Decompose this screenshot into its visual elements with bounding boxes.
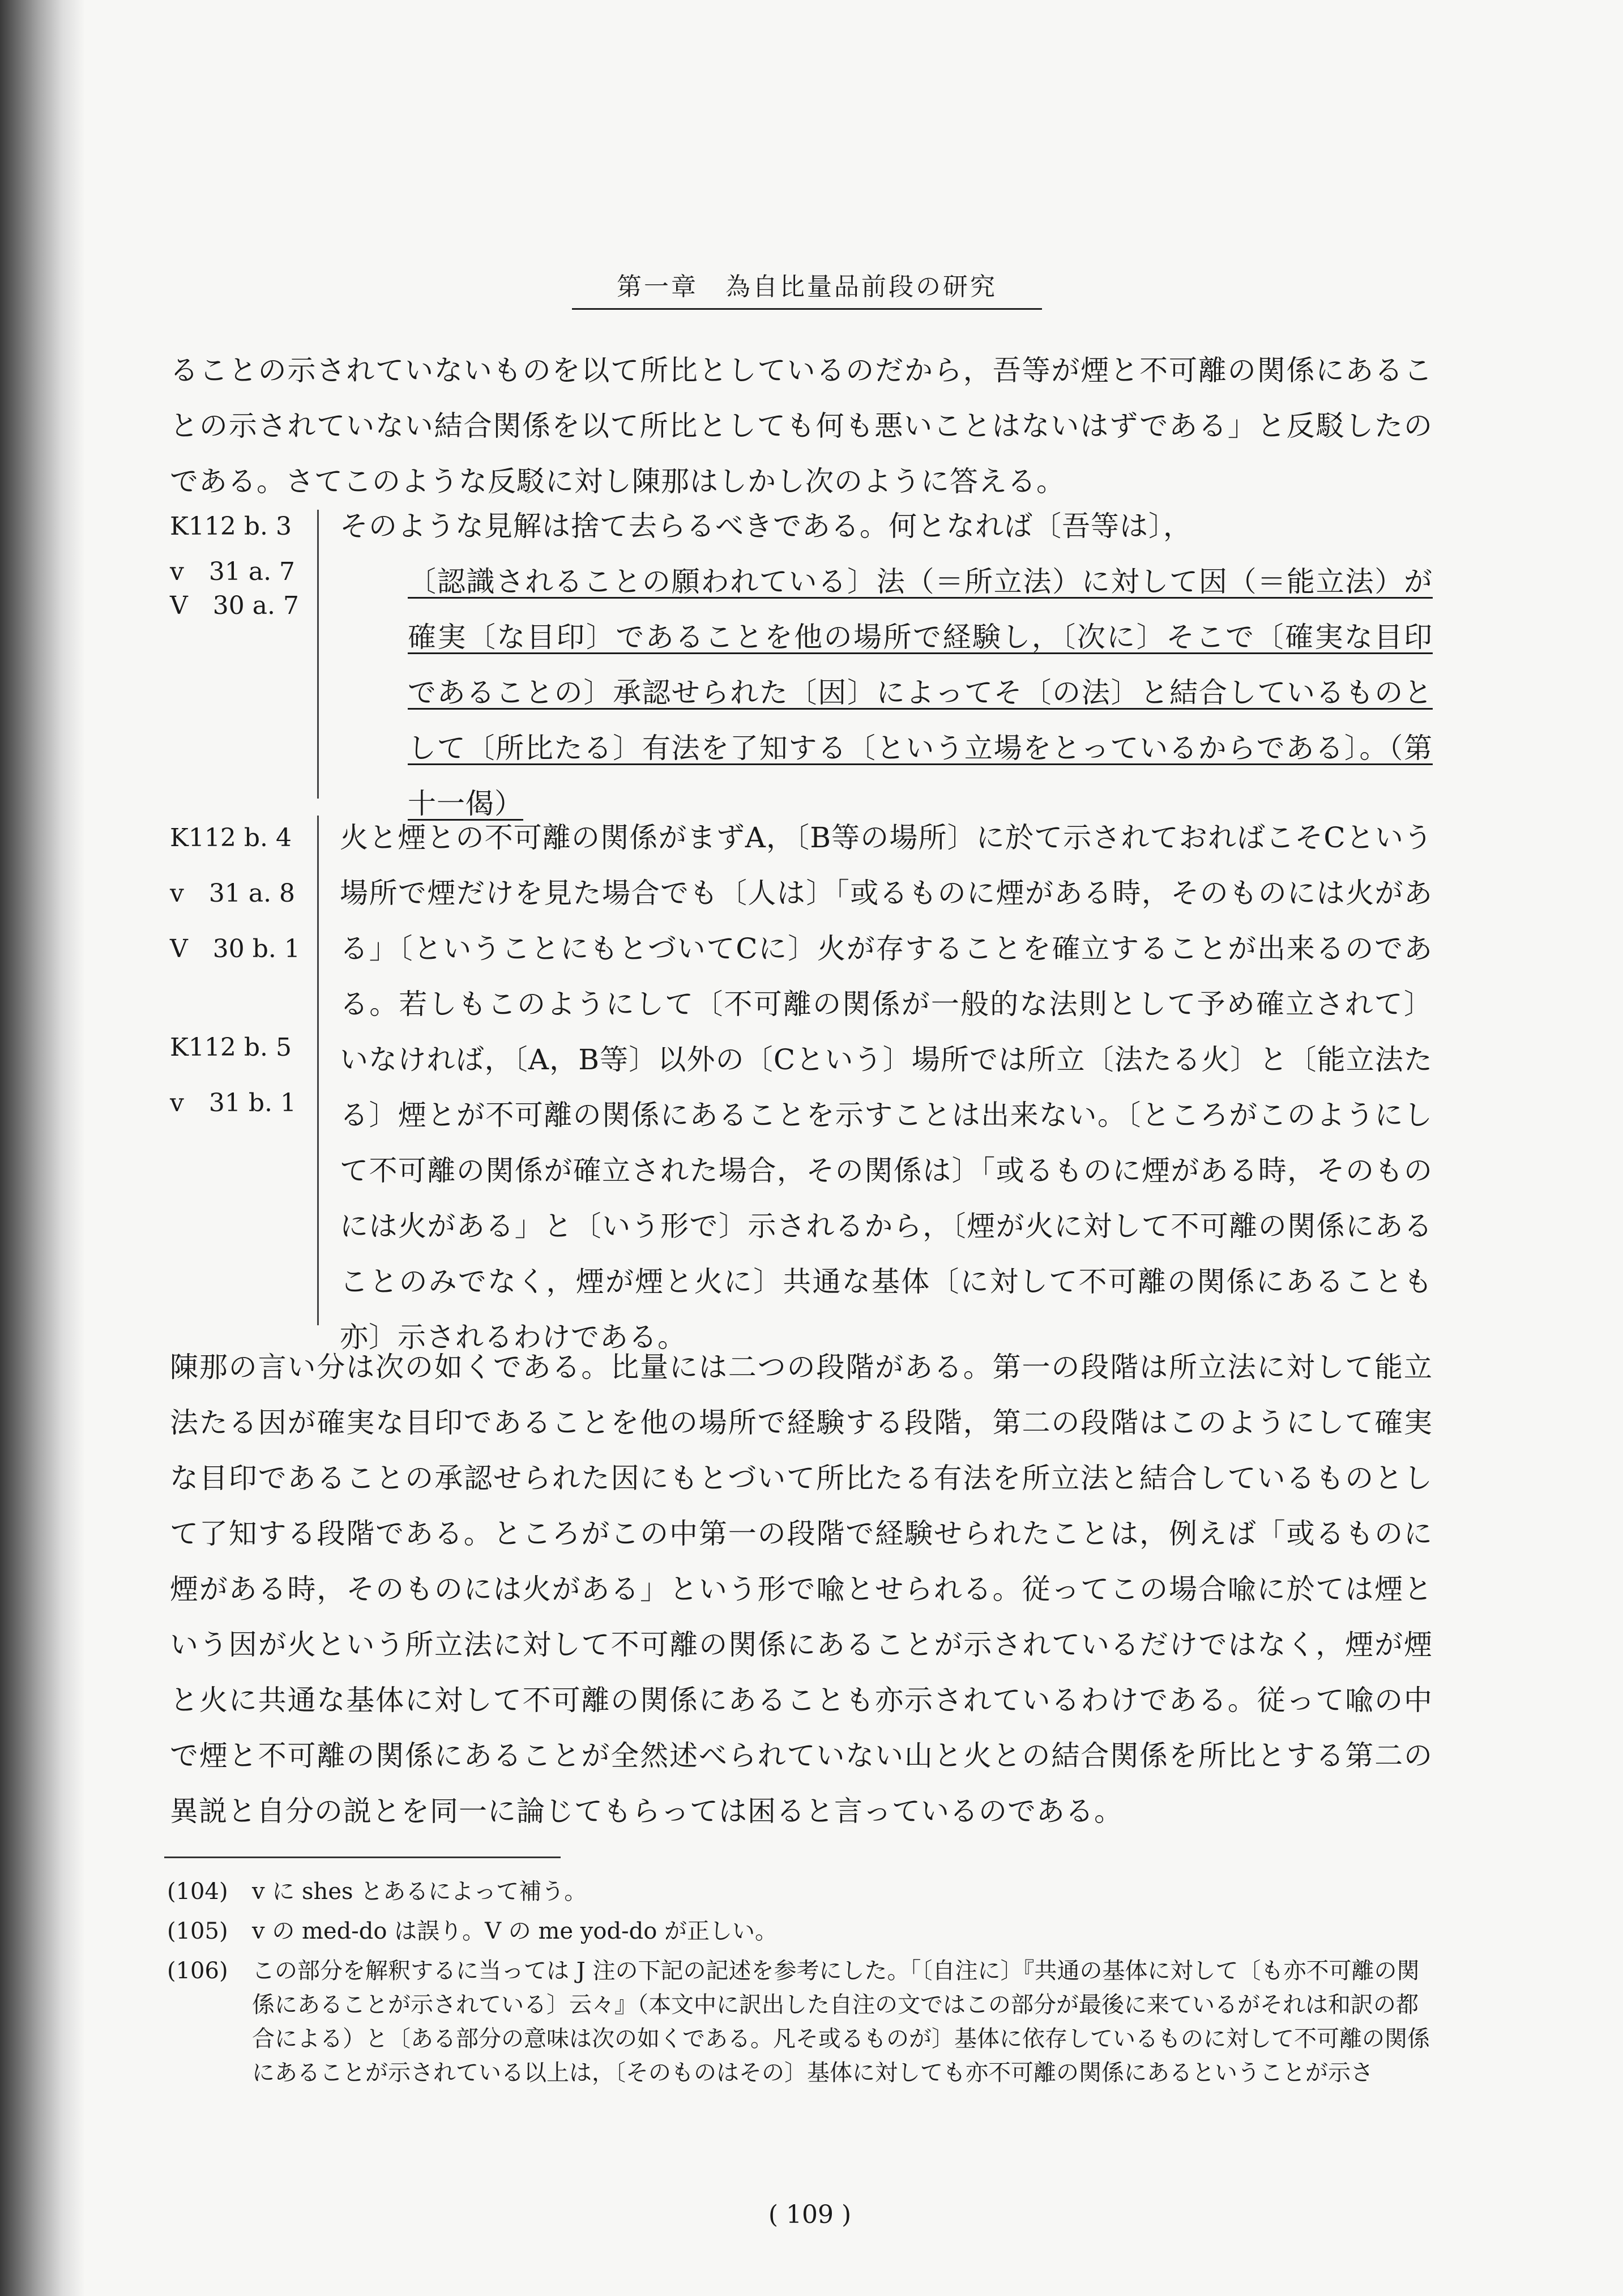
section1-references [170, 510, 299, 623]
ref-line: v 31 a. 8 [170, 879, 296, 908]
ref-line: v 31 a. 7 [170, 557, 296, 586]
section1-lead: そのような見解は捨て去らるべきである。何となれば〔吾等は〕， [340, 510, 1192, 543]
commentary-paragraph: 陳那の言い分は次の如くである。比量には二つの段階がある。第一の段階は所立法に対して能立法たる因が確実な目印であることを他の場所で経験する段階，第二の段階はこのようにして確実な目印であることの承認せられた因にもとづいて所比たる有法を所立法と結合しているものとして了知する段階である。ところがこの中第一の段階で経験せられたことは，例えば「或るものに煙がある時，そのものには火がある」という形で喩とせられる。従ってこの場合喩に於ては煙という因が火という所立法に対して不可離の関係にあることが示されているだけではなく，煙が煙と火に共通な基体に対して不可離の関係にあることも亦示されているわけである。従って喩の中で煙と不可離の関係にあることが全然述べられていない山と火との結合関係を所比とする第二の異説と自分の説とを同一に論じてもらっては困ると言っているのである。 [170, 1351, 1433, 1828]
ref-line: K112 b. 5 [170, 1033, 292, 1062]
footnote-rule [164, 1857, 561, 1858]
ref-line: V 30 a. 7 [170, 591, 299, 620]
section2-references-a [170, 821, 300, 966]
footnote-text: v の med-do は誤り。V の me yod-do が正しい。 [252, 1918, 778, 1944]
ref-line: K112 b. 4 [170, 823, 292, 852]
footnote-number: (105) [167, 1918, 228, 1944]
scan-shadow-edge [0, 0, 85, 2296]
section2-paragraph: 火と煙との不可離の関係がまずA，〔B等の場所〕に於て示されておればこそCという場所で煙だけを見た場合でも〔人は〕「或るものに煙がある時，そのものには火がある」〔ということにもとづいてCに〕火が存することを確立することが出来るのである。若しもこのようにして〔不可離の関係が一般的な法則として予め確立されて〕いなければ，〔A，B等〕以外の〔Cという〕場所では所立〔法たる火〕と〔能立法たる〕煙とが不可離の関係にあることを示すことは出来ない。〔ところがこのようにして不可離の関係が確立された場合，その関係は〕「或るものに煙がある時，そのものには火がある」と〔いう形で〕示されるから，〔煙が火に対して不可離の関係にあることのみでなく，煙が煙と火に〕共通な基体〔に対して不可離の関係にあることも亦〕示されるわけである。 [340, 821, 1433, 1354]
footnote-105 [167, 1914, 1436, 1948]
footnote-text: v に shes とあるによって補う。 [252, 1879, 587, 1905]
section2-bracket-line [317, 816, 319, 1325]
section1-bracket-line [317, 510, 319, 799]
section1-verse: 〔認識されることの願われている〕法（＝所立法）に対して因（＝能立法）が確実〔な目印〕であることを他の場所で経験し，〔次に〕そこで〔確実な目印であることの〕承認せられた〔因〕によってそ〔の法〕と結合しているものとして〔所比たる〕有法を了知する〔という立場をとっているからである〕。（第十一偈） [408, 565, 1433, 820]
footnote-number: (104) [167, 1879, 228, 1905]
ref-line: V 30 b. 1 [170, 934, 300, 963]
ref-line: K112 b. 3 [170, 512, 292, 541]
footnote-104 [167, 1875, 1436, 1909]
footnote-106 [167, 1954, 1436, 2124]
footnote-text: この部分を解釈するに当っては J 注の下記の記述を参考にした。「〔自注に〕『共通の基体に対して〔も亦不可離の関係にあることが示されている〕云々』（本文中に訳出した自注の文ではこの部分が最後に来ているがそれは和訳の都合による）と〔ある部分の意味は次の如くである。凡そ或るものが〕基体に依存しているものに対して不可離の関係にあることが示されている以上は，〔そのものはその〕基体に対しても亦不可離の関係にあるということが示さ [252, 1958, 1430, 2086]
intro-paragraph: ることの示されていないものを以て所比としているのだから，吾等が煙と不可離の関係にあることの示されていない結合関係を以て所比としても何も悪いことはないはずである」と反駁したのである。さてこのような反駁に対し陳那はしかし次のように答える。 [170, 354, 1433, 498]
page-number: ( 109 ) [768, 2200, 852, 2229]
section2-references-b [170, 1031, 296, 1120]
footnote-number: (106) [167, 1958, 228, 1984]
ref-line: v 31 b. 1 [170, 1089, 296, 1117]
running-header: 第一章 為自比量品前段の研究 [572, 266, 1042, 310]
